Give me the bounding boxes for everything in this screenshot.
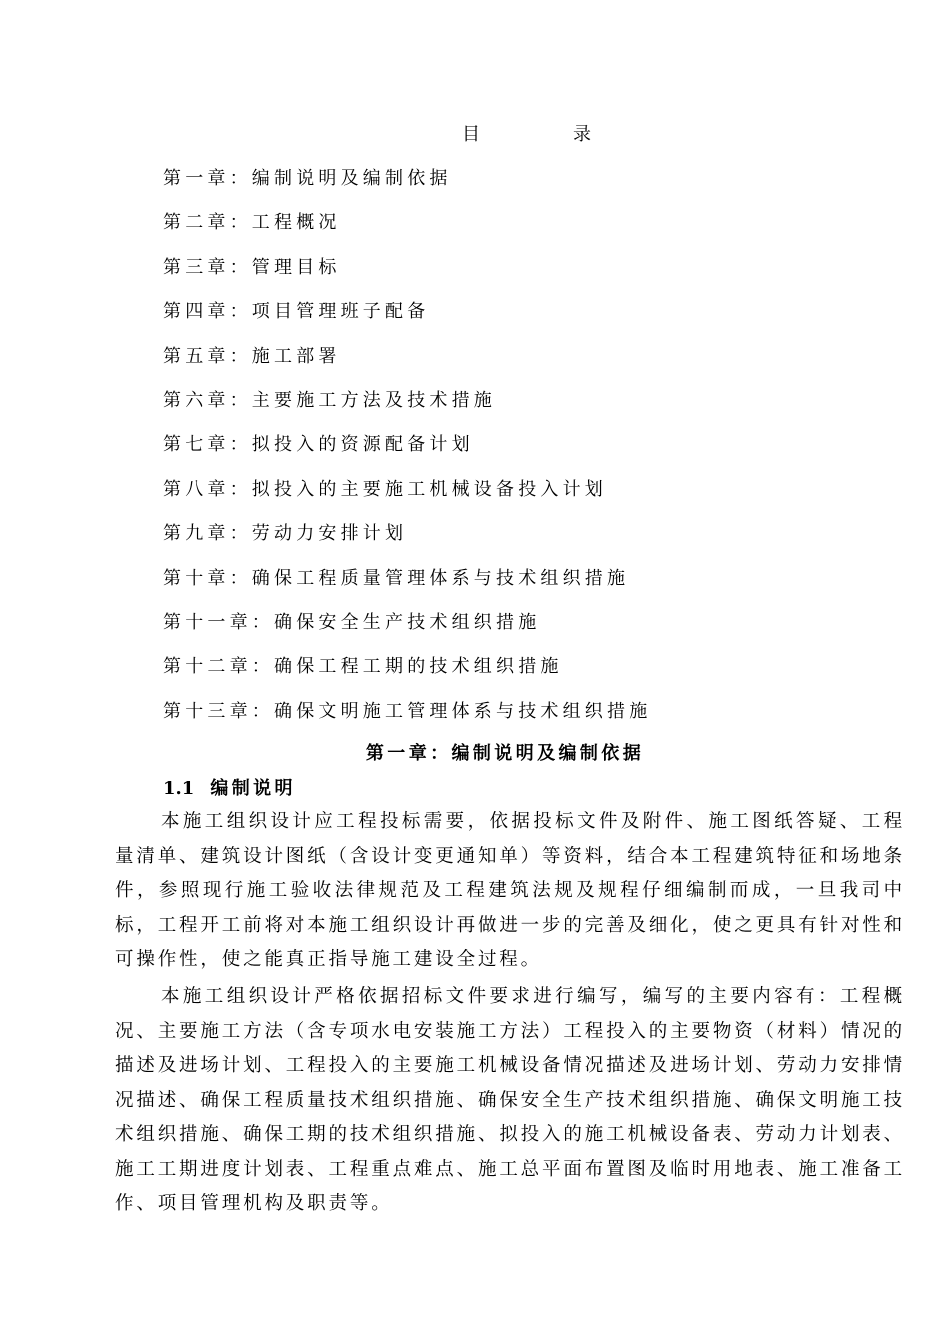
body-paragraph: 本施工组织设计严格依据招标文件要求进行编写，编写的主要内容有：工程概况、主要施工方法（含专项水电安装施工方法）工程投入的主要物资（材料）情况的描述及进场计划、工程投入的主要施工机械设备情况描述及进场计划、劳动力安排情况描述、确保工程质量技术组织措施、确保安全生产技术组织措施、确保文明施工技术组织措施、确保工期的技术组织措施、拟投入的施工机械设备表、劳动力计划表、施工工期进度计划表、工程重点难点、施工总平面布置图及临时用地表、施工准备工作、项目管理机构及职责等。 xyxy=(115,986,905,1214)
toc-item: 第六章：主要施工方法及技术措施 xyxy=(163,389,496,411)
section-title: 编制说明 xyxy=(210,778,296,799)
chapter-heading: 第一章：编制说明及编制依据 xyxy=(365,743,645,764)
toc-item: 第三章：管理目标 xyxy=(163,256,341,278)
toc-item: 第十二章：确保工程工期的技术组织措施 xyxy=(163,656,563,678)
toc-item: 第九章：劳动力安排计划 xyxy=(163,523,408,545)
toc-item: 第十一章：确保安全生产技术组织措施 xyxy=(163,611,541,633)
section-heading xyxy=(163,774,296,804)
toc-item: 第十三章：确保文明施工管理体系与技术组织措施 xyxy=(163,700,652,722)
toc-item: 第八章：拟投入的主要施工机械设备投入计划 xyxy=(163,478,607,500)
toc-item: 第五章：施工部署 xyxy=(163,345,341,367)
body-paragraph: 本施工组织设计应工程投标需要，依据投标文件及附件、施工图纸答疑、工程量清单、建筑设计图纸（含设计变更通知单）等资料，结合本工程建筑特征和场地条件，参照现行施工验收法律规范及工程建筑法规及规程仔细编制而成，一旦我司中标，工程开工前将对本施工组织设计再做进一步的完善及细化，使之更具有针对性和可操作性，使之能真正指导施工建设全过程。 xyxy=(115,811,905,970)
toc-item: 第一章：编制说明及编制依据 xyxy=(163,168,452,189)
toc-item: 第二章：工程概况 xyxy=(163,212,341,234)
toc-item: 第四章：项目管理班子配备 xyxy=(163,301,430,323)
toc-title-char-1: 目 xyxy=(462,124,480,145)
toc-item: 第十章：确保工程质量管理体系与技术组织措施 xyxy=(163,567,630,589)
toc-title-char-2: 录 xyxy=(573,124,591,145)
toc-title xyxy=(0,120,950,150)
section-number: 1.1 xyxy=(163,778,195,799)
toc-item: 第七章：拟投入的资源配备计划 xyxy=(163,434,474,456)
table-of-contents xyxy=(163,163,863,740)
